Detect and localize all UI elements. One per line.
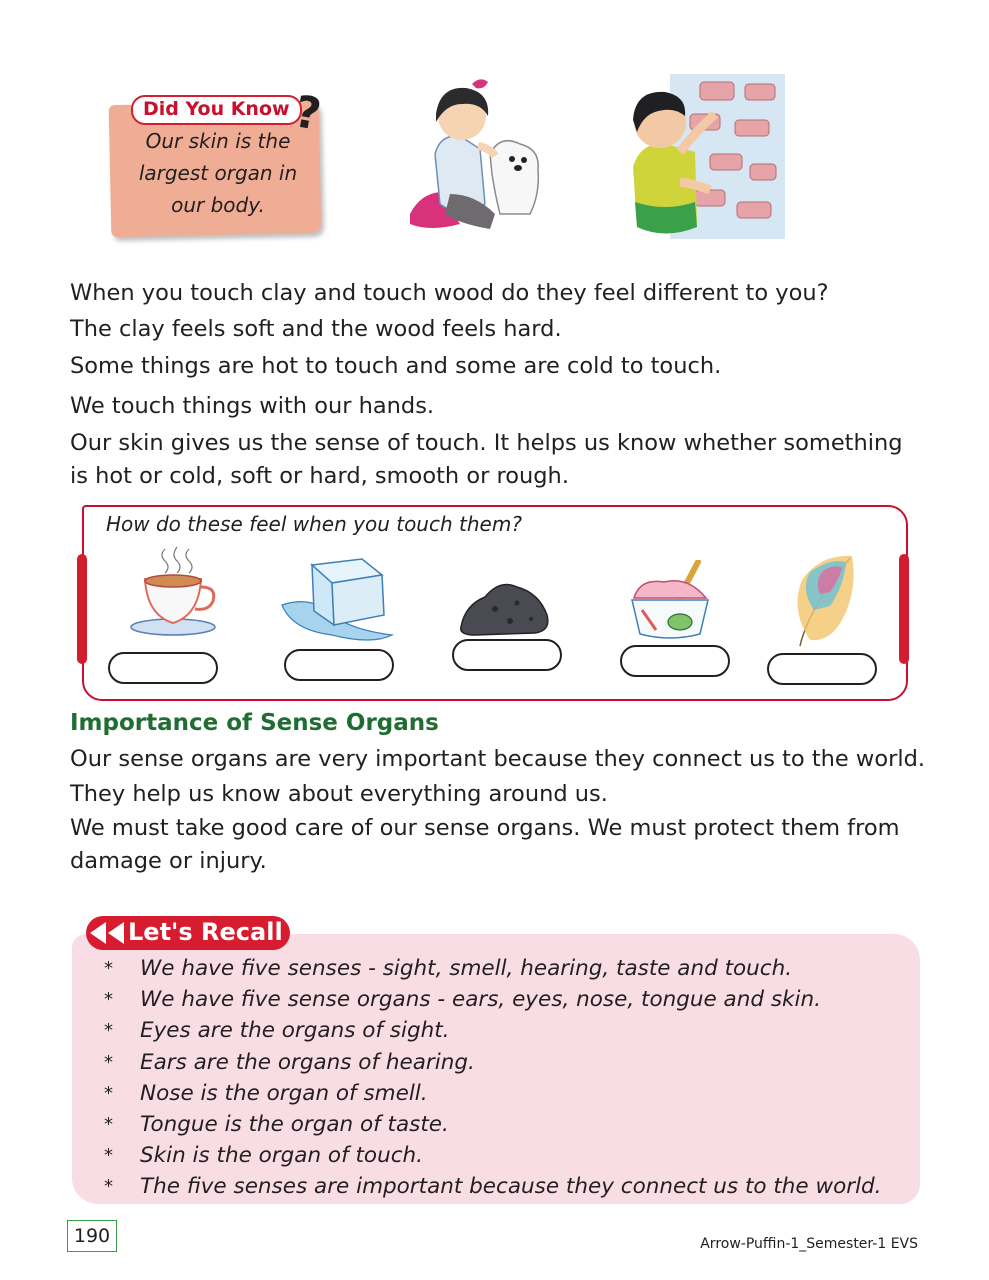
question-mark-icon: ? [290, 86, 325, 141]
importance-paragraph-3: We must take good care of our sense organs. We must protect them from damage or injury. [70, 815, 900, 874]
paragraph-clay-wood: When you touch clay and touch wood do they feel different to you? [70, 280, 829, 306]
rewind-icon [90, 922, 126, 944]
list-item: * Skin is the organ of touch. [104, 1143, 423, 1169]
list-item: * Eyes are the organs of sight. [104, 1018, 450, 1044]
list-item: * Tongue is the organ of taste. [104, 1111, 449, 1137]
answer-box-tea[interactable] [108, 652, 218, 684]
answer-box-feather[interactable] [767, 653, 877, 685]
paragraph-skin-touch: Our skin gives us the sense of touch. It helps us know whether something is hot or cold, soft or hard, smooth or rough. [70, 430, 903, 489]
box-left-bar [77, 554, 87, 664]
importance-paragraph-2: They help us know about everything around us. [70, 781, 608, 807]
paragraph-hot-cold: Some things are hot to touch and some are cold to touch. [70, 353, 722, 379]
boy-touching-wall-illustration [625, 72, 790, 242]
list-item: * We have five senses - sight, smell, hearing, taste and touch. [104, 956, 793, 981]
paragraph-clay-soft: The clay feels soft and the wood feels hard. [70, 316, 562, 342]
answer-box-ice-cream[interactable] [620, 645, 730, 677]
section-heading: Importance of Sense Organs [70, 710, 439, 736]
recall-list [104, 953, 882, 1203]
hot-tea-cup-icon [125, 545, 220, 640]
footer-text: Arrow-Puffin-1_Semester-1 EVS [700, 1236, 918, 1252]
list-item: * Ears are the organs of hearing. [104, 1049, 475, 1075]
page-number: 190 [67, 1220, 117, 1252]
did-you-know-tag: Did You Know [131, 95, 302, 125]
touch-question: How do these feel when you touch them? [106, 512, 522, 536]
ice-cream-cup-icon [628, 560, 713, 642]
answer-box-ice[interactable] [284, 649, 394, 681]
did-you-know-text [118, 125, 318, 221]
box-right-bar [899, 554, 909, 664]
list-item: * We have five sense organs - ears, eyes, nose, tongue and skin. [104, 987, 821, 1013]
did-you-know-line: largest organ in [138, 161, 298, 185]
importance-paragraph-1: Our sense organs are very important because they connect us to the world. [70, 746, 926, 772]
paragraph-hands: We touch things with our hands. [70, 393, 435, 419]
list-item: * Nose is the organ of smell. [104, 1080, 428, 1106]
did-you-know-line: our body. [171, 193, 265, 217]
recall-title: Let's Recall [128, 918, 283, 946]
list-item: * The five senses are important because they connect us to the world. [104, 1174, 882, 1200]
feather-icon [780, 550, 870, 650]
answer-box-rock[interactable] [452, 639, 562, 671]
rock-icon [455, 575, 555, 637]
girl-petting-dog-illustration [400, 74, 555, 234]
ice-cube-icon [272, 545, 402, 645]
did-you-know-line: Our skin is the [145, 129, 291, 153]
